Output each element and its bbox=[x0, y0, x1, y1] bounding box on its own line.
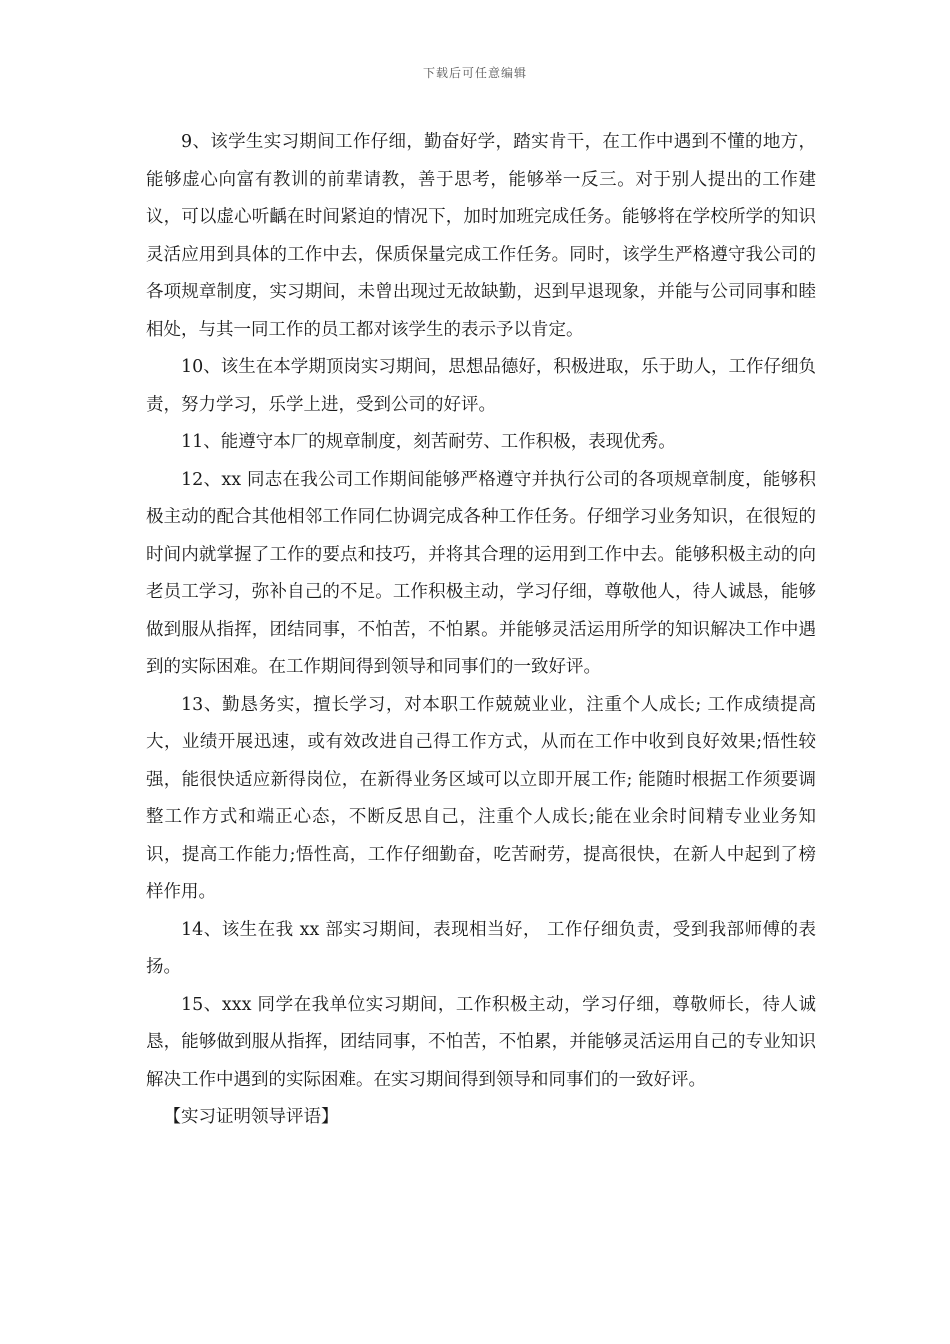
paragraph-12: 12、xx 同志在我公司工作期间能够严格遵守并执行公司的各项规章制度，能够积极主动的配合其他相邻工作同仁协调完成各种工作任务。仔细学习业务知识，在很短的时间内就掌握了工作的要点和技巧，并将其合理的运用到工作中去。能够积极主动的向老员工学习，弥补自己的不足。工作积极主动，学习仔细，尊敬他人，待人诚恳，能够做到服从指挥，团结同事，不怕苦，不怕累。并能够灵活运用所学的知识解决工作中遇到的实际困难。在工作期间得到领导和同事们的一致好评。 bbox=[146, 469, 816, 677]
paragraph-15: 15、xxx 同学在我单位实习期间，工作积极主动，学习仔细，尊敬师长，待人诚恳，能够做到服从指挥，团结同事，不怕苦，不怕累，并能够灵活运用自己的专业知识解决工作中遇到的实际困难。在实习期间得到领导和同事们的一致好评。 bbox=[146, 994, 816, 1090]
paragraph-9: 9、该学生实习期间工作仔细，勤奋好学，踏实肯干，在工作中遇到不懂的地方，能够虚心向富有教训的前辈请教，善于思考，能够举一反三。对于别人提出的工作建议，可以虚心听齲在时间紧迫的情况下，加时加班完成任务。能够将在学校所学的知识灵活应用到具体的工作中去，保质保量完成工作任务。同时，该学生严格遵守我公司的各项规章制度，实习期间，未曾出现过无故缺勤，迟到早退现象，并能与公司同事和睦相处，与其一同工作的员工都对该学生的表示予以肯定。 bbox=[146, 132, 816, 340]
paragraph-10: 10、该生在本学期顶岗实习期间，思想品德好，积极进取，乐于助人，工作仔细负责，努力学习，乐学上进，受到公司的好评。 bbox=[146, 357, 816, 415]
document-body bbox=[146, 124, 816, 1137]
paragraph-13: 13、勤恳务实，擅长学习，对本职工作兢兢业业，注重个人成长; 工作成绩提高大，业绩开展迅速，或有效改进自己得工作方式，从而在工作中收到良好效果;悟性较强，能很快适应新得岗位，在新得业务区域可以立即开展工作; 能随时根据工作须要调整工作方式和端正心态，不断反思自己，注重个人成长;能在业余时间精专业业务知识，提高工作能力;悟性高，工作仔细勤奋，吃苦耐劳，提高很快，在新人中起到了榜样作用。 bbox=[146, 694, 816, 902]
paragraph-11: 11、能遵守本厂的规章制度，刻苦耐劳、工作积极，表现优秀。 bbox=[181, 432, 676, 452]
page-header: 下载后可任意编辑 bbox=[422, 66, 527, 80]
paragraph-14: 14、该生在我 xx 部实习期间，表现相当好， 工作仔细负责，受到我部师傅的表扬。 bbox=[146, 919, 816, 977]
section-heading: 【实习证明领导评语】 bbox=[163, 1107, 339, 1127]
